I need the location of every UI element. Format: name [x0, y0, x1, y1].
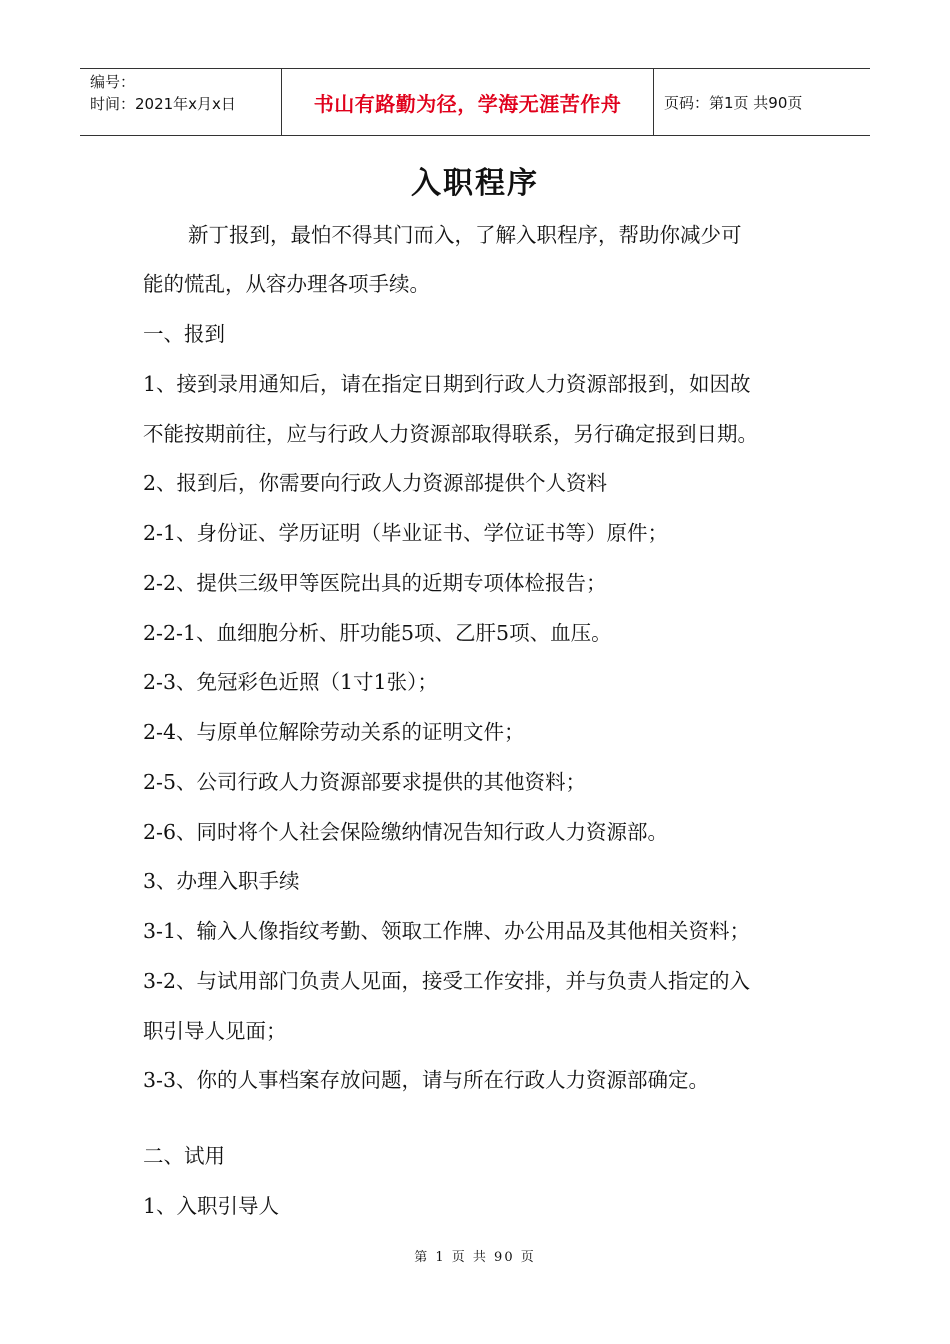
paragraph-line: 能的慌乱，从容办理各项手续。 [143, 272, 430, 296]
paragraph-line: 不能按期前往，应与行政人力资源部取得联系，另行确定报到日期。 [143, 422, 758, 446]
paragraph-line: 新丁报到，最怕不得其门而入，了解入职程序，帮助你减少可 [188, 223, 742, 247]
time-label: 时间：2021年x月x日 [90, 95, 236, 113]
list-item: 3-1、输入人像指纹考勤、领取工作牌、办公用品及其他相关资料； [143, 919, 751, 943]
list-item: 2-5、公司行政人力资源部要求提供的其他资料； [143, 770, 587, 794]
paragraph-line: 2、报到后，你需要向行政人力资源部提供个人资料 [143, 471, 608, 495]
header-table [80, 68, 870, 136]
section-heading: 一、报到 [143, 322, 225, 346]
list-item: 2-6、同时将个人社会保险缴纳情况告知行政人力资源部。 [143, 820, 669, 844]
list-item: 2-4、与原单位解除劳动关系的证明文件； [143, 720, 525, 744]
header-left-cell [80, 69, 282, 135]
paragraph-line: 1、接到录用通知后，请在指定日期到行政人力资源部报到，如因故 [143, 372, 751, 396]
list-item: 2-1、身份证、学历证明（毕业证书、学位证书等）原件； [143, 521, 669, 545]
list-item: 2-3、免冠彩色近照（1寸1张）； [143, 670, 438, 694]
section-heading: 二、试用 [143, 1144, 225, 1168]
header-motto: 书山有路勤为径，学海无涯苦作舟 [282, 69, 654, 135]
header-page-info: 页码：第1页 共90页 [664, 93, 803, 112]
document-title: 入职程序 [411, 166, 539, 201]
list-item: 3-3、你的人事档案存放问题，请与所在行政人力资源部确定。 [143, 1068, 710, 1092]
page-footer: 第 1 页 共 90 页 [414, 1250, 536, 1265]
paragraph-line: 1、入职引导人 [143, 1194, 280, 1218]
list-item: 3-2、与试用部门负责人见面，接受工作安排，并与负责人指定的入 [143, 969, 751, 993]
list-item: 2-2-1、血细胞分析、肝功能5项、乙肝5项、血压。 [143, 621, 612, 645]
paragraph-line: 3、办理入职手续 [143, 869, 300, 893]
list-item: 2-2、提供三级甲等医院出具的近期专项体检报告； [143, 571, 607, 595]
list-item: 职引导人见面； [143, 1019, 287, 1043]
number-label: 编号： [90, 73, 136, 91]
